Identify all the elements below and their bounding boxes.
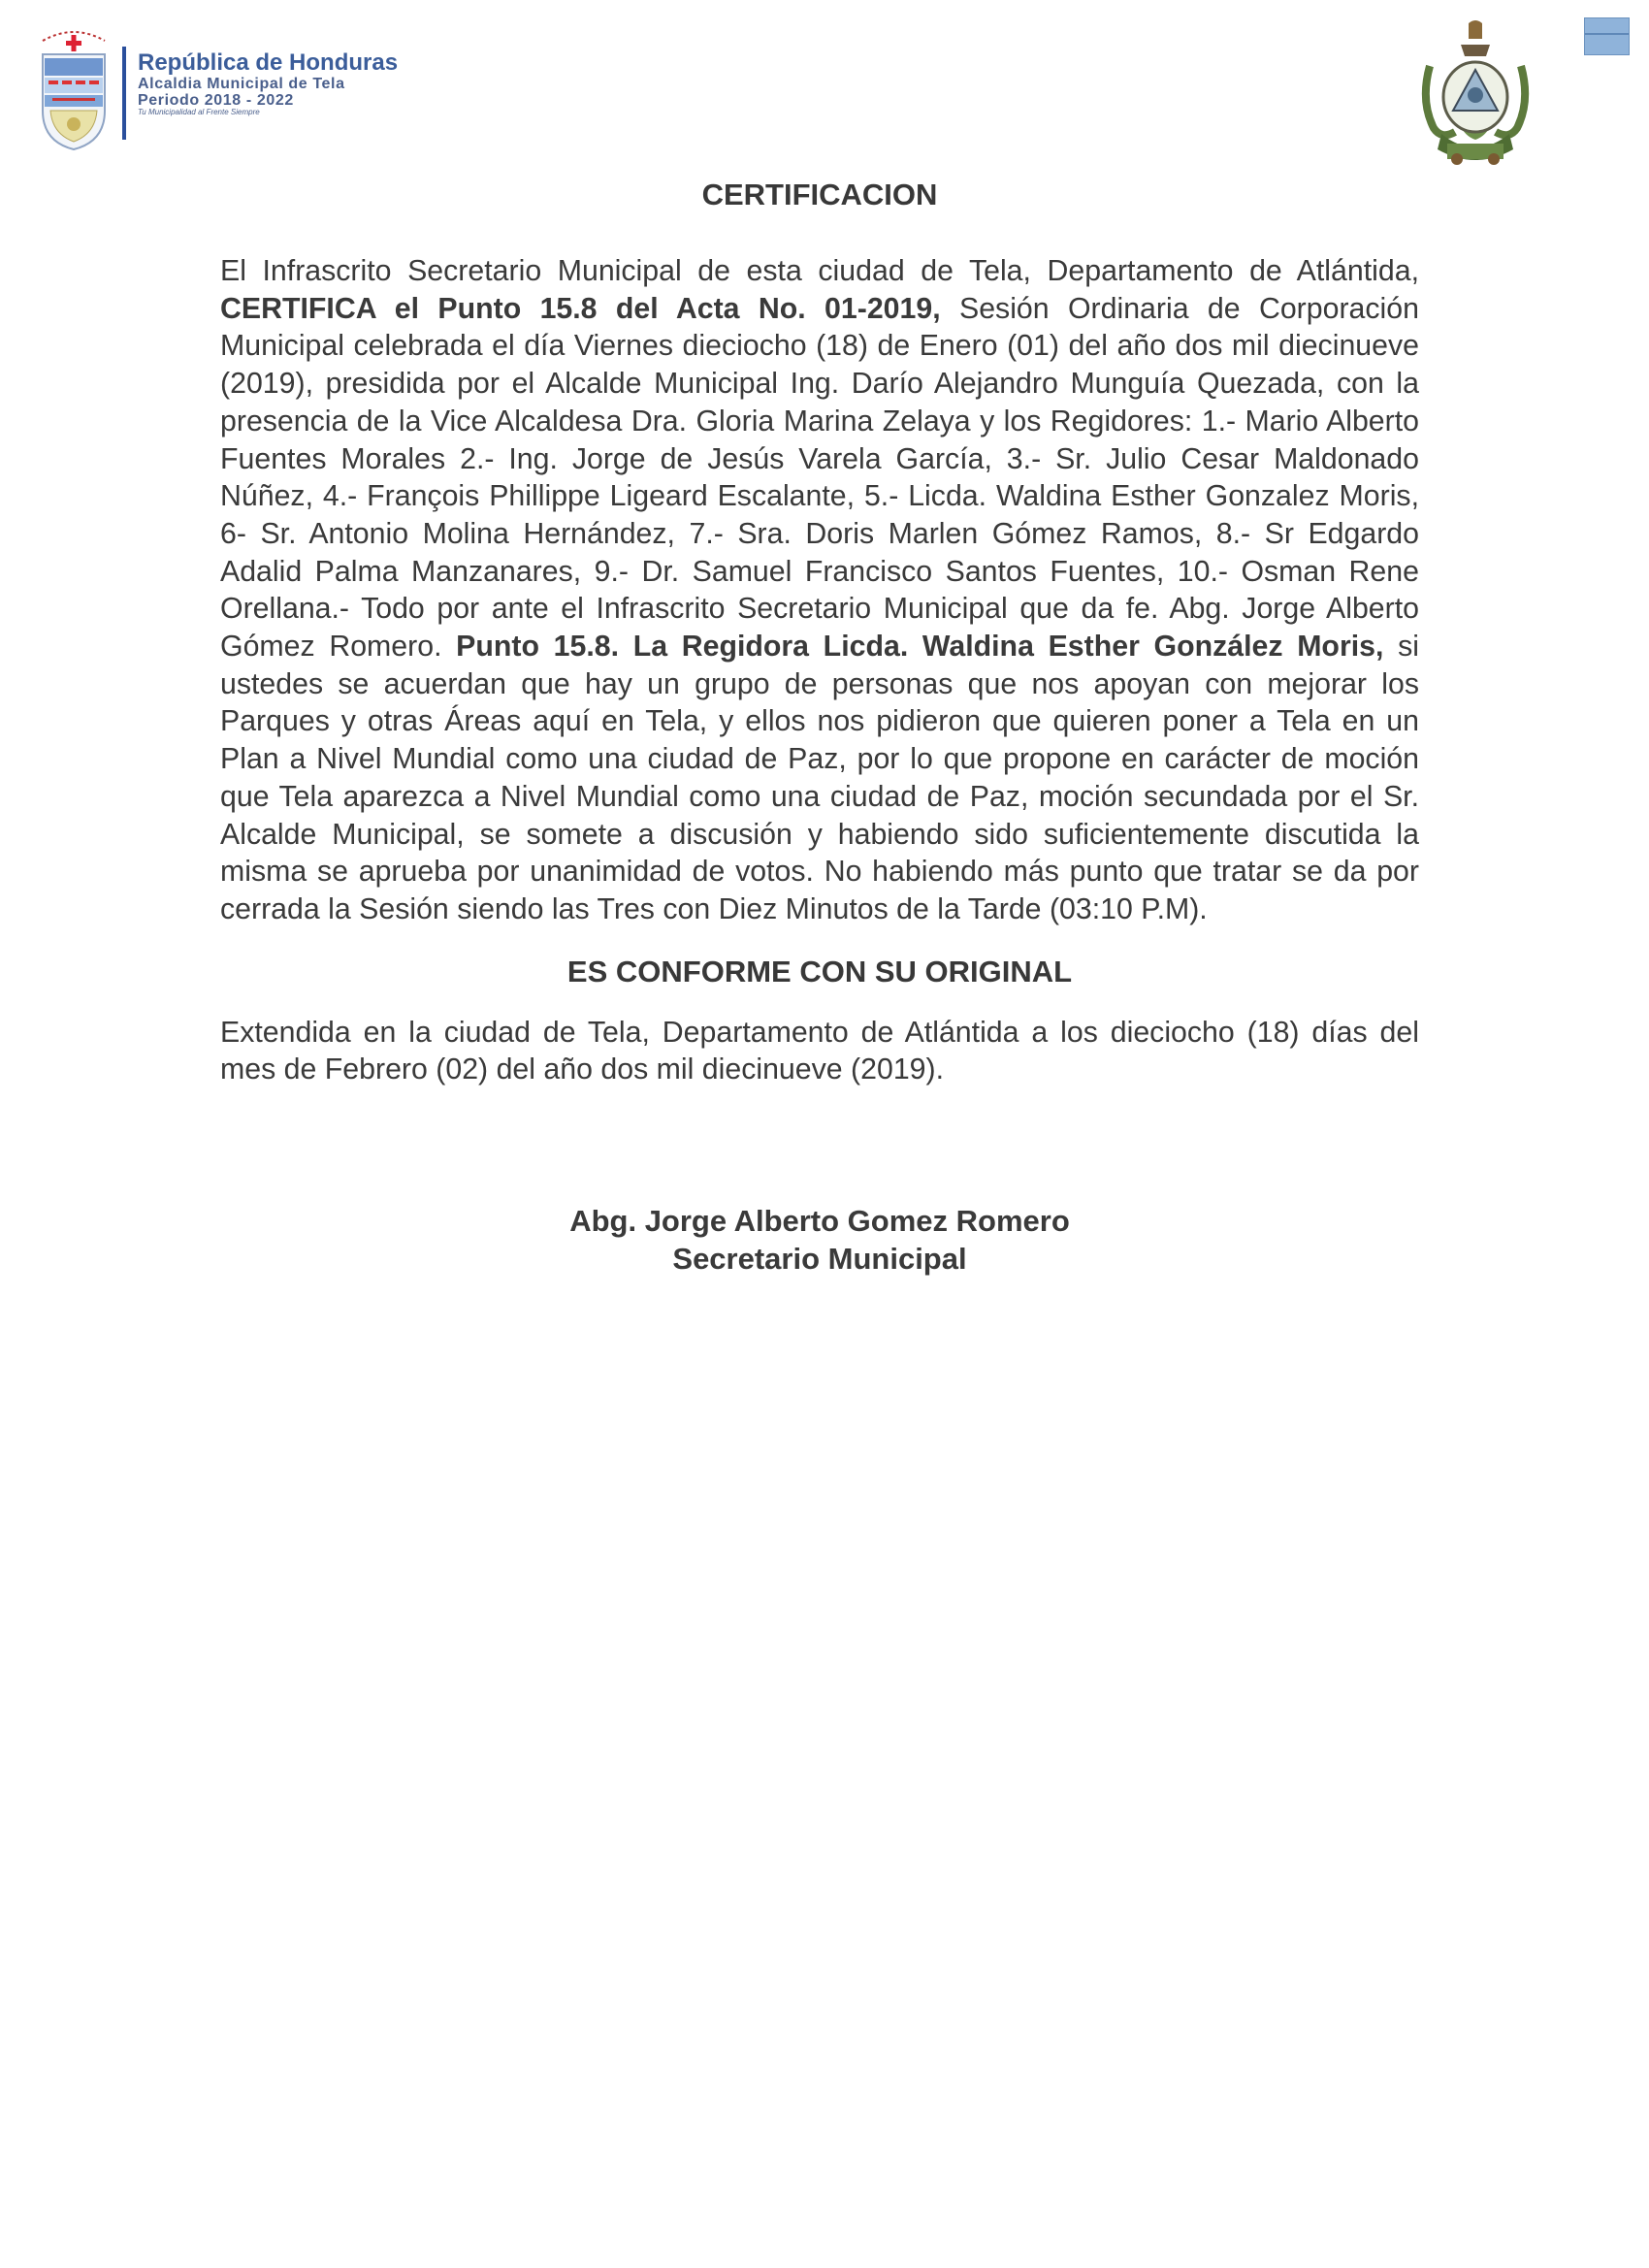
paragraph-text-3: si ustedes se acuerdan que hay un grupo de personas que nos apoyan con mejorar los Parques y otras Áreas aquí en Tela, y ellos nos pidieron que quieren poner a Tela en un Plan a Nivel Mundial como una ciudad de Paz, por lo que propone en carácter de moción que Tela aparezca a Nivel Mundial como una ciudad de Paz, moción secundada por el Sr. Alcalde Municipal, se somete a discusión y habiendo sido suficientemente discutida la misma se aprueba por unanimidad de votos. No habiendo más punto que tratar se da por cerrada la Sesión siendo las Tres con Diez Minutos de la Tarde (03:10 P.M). <box>220 631 1419 925</box>
signatory-title: Secretario Municipal <box>672 1242 967 1277</box>
certification-body <box>220 178 1419 1278</box>
issuance-paragraph: Extendida en la ciudad de Tela, Departamento de Atlántida a los dieciocho (18) días del mes de Febrero (02) del año dos mil diecinueve (2019). <box>220 1016 1419 1086</box>
signatory-name: Abg. Jorge Alberto Gomez Romero <box>569 1204 1070 1239</box>
letterhead-motto: Tu Municipalidad al Frente Siempre <box>138 108 260 117</box>
corner-mark <box>1584 17 1630 55</box>
letterhead-period: Periodo 2018 - 2022 <box>138 92 294 110</box>
letterhead <box>138 50 398 117</box>
certification-paragraph <box>220 253 1419 929</box>
coat-of-arms-icon <box>1412 16 1538 167</box>
signature-block <box>220 1202 1419 1278</box>
letterhead-title: República de Honduras <box>138 49 399 76</box>
document-heading: CERTIFICACION <box>701 178 938 211</box>
paragraph-text-2: Sesión Ordinaria de Corporación Municipal celebrada el día Viernes dieciocho (18) de Enero (01) del año dos mil diecinueve (2019), presidida por el Alcalde Municipal Ing. Darío Alejandro Munguía Quezada, con la presencia de la Vice Alcaldesa Dra. Gloria Marina Zelaya y los Regidores: 1.- Mario Alberto Fuentes Morales 2.- Ing. Jorge de Jesús Varela García, 3.- Sr. Julio Cesar Maldonado Núñez, 4.- François Phillippe Ligeard Escalante, 5.- Licda. Waldina Esther Gonzalez Moris, 6- Sr. Antonio Molina Hernández, 7.- Sra. Doris Marlen Gómez Ramos, 8.- Sr Edgardo Adalid Palma Manzanares, 9.- Dr. Samuel Francisco Santos Fuentes, 10.- Osman Rene Orellana.- Todo por ante el Infrascrito Secretario Municipal que da fe. Abg. Jorge Alberto Gómez Romero. <box>220 292 1419 664</box>
conforme-heading: ES CONFORME CON SU ORIGINAL <box>566 954 1073 988</box>
paragraph-bold-2: Punto 15.8. La Regidora Licda. Waldina Esther González Moris, <box>456 631 1384 664</box>
header-divider <box>122 47 126 140</box>
paragraph-bold-1: CERTIFICA el Punto 15.8 del Acta No. 01-2019, <box>220 292 941 325</box>
paragraph-text-1: El Infrascrito Secretario Municipal de esta ciudad de Tela, Departamento de Atlántida, <box>220 255 1419 287</box>
letterhead-subtitle: Alcaldia Municipal de Tela <box>138 75 345 92</box>
municipal-logo <box>37 21 111 152</box>
